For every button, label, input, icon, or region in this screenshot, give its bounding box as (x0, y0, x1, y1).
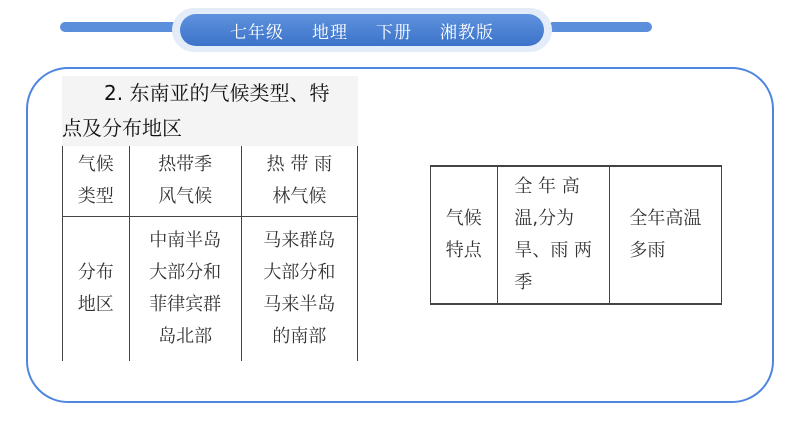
climate-monsoon-cell: 热带季 风气候 (129, 146, 241, 217)
header-edition: 湘教版 (440, 22, 494, 43)
table-row (63, 217, 358, 362)
header-grade: 七年级 (230, 22, 284, 43)
question-line-2: 点及分布地区 (62, 116, 182, 140)
table-row (63, 146, 358, 217)
header-decor-line-right (548, 22, 652, 32)
header-decor-line-left (60, 22, 190, 32)
question-text (62, 76, 358, 146)
feature-rainforest-cell: 全年高温 多雨 (609, 166, 721, 304)
distribution-monsoon-cell: 中南半岛 大部分和 菲律宾群 岛北部 (129, 217, 241, 362)
climate-rainforest-cell: 热 带 雨 林气候 (241, 146, 357, 217)
distribution-rainforest-cell: 马来群岛 大部分和 马来半岛 的南部 (241, 217, 357, 362)
header-subject: 地理 (312, 22, 348, 43)
climate-type-table (62, 146, 358, 361)
feature-monsoon-cell: 全 年 高 温,分为 旱、雨 两 季 (497, 166, 609, 304)
climate-feature-table (430, 165, 722, 305)
question-line-1: 2. 东南亚的气候类型、特 (104, 81, 330, 105)
header-volume: 下册 (376, 22, 412, 43)
table-row (431, 166, 722, 304)
row-header-climate-type: 气候 类型 (63, 146, 130, 217)
row-header-distribution: 分布 地区 (63, 217, 130, 362)
row-header-climate-feature: 气候 特点 (431, 166, 498, 304)
header-bar (180, 14, 544, 46)
